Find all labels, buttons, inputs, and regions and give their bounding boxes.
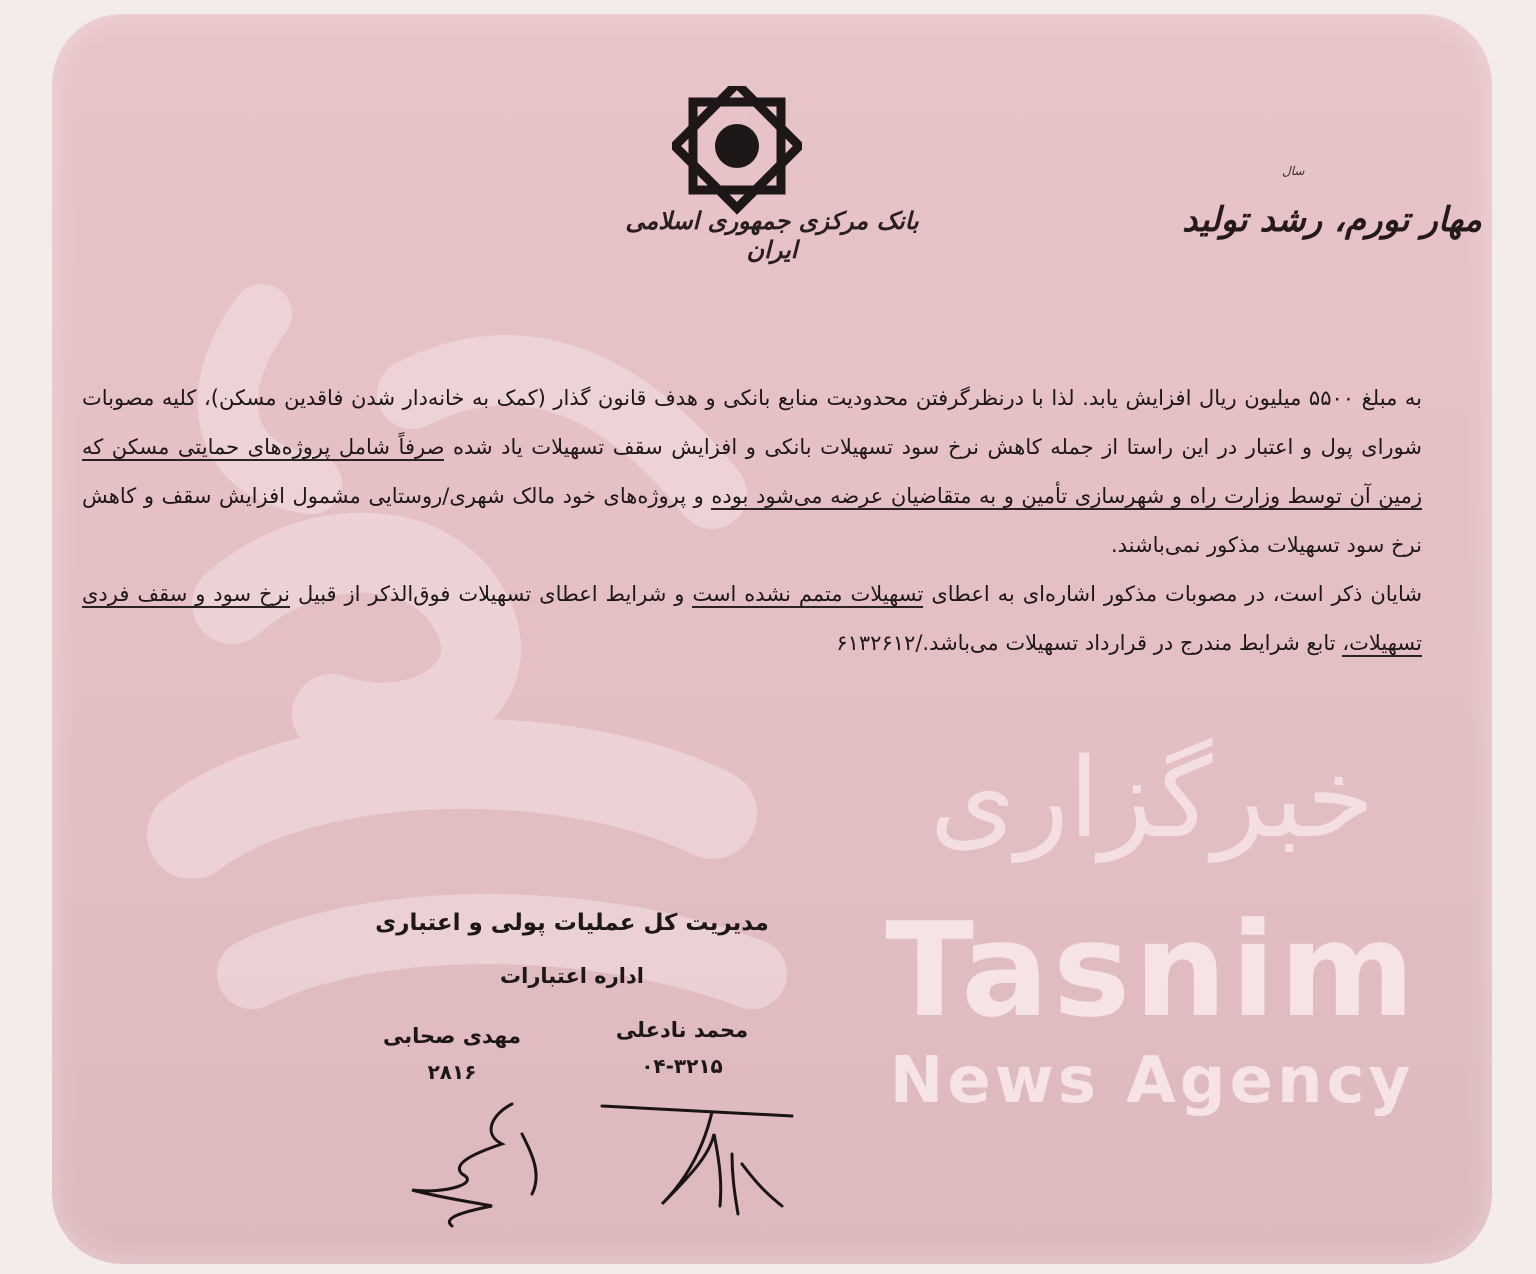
paragraph-2 [82, 570, 1422, 668]
signer-1-name: محمد نادعلی [615, 1018, 749, 1042]
bank-name: بانک مرکزی جمهوری اسلامی ایران [625, 206, 919, 264]
department-title: مدیریت کل عملیات پولی و اعتباری [375, 910, 769, 936]
year-slogan: مهار تورم، رشد تولید [1182, 200, 1482, 240]
central-bank-logo [672, 86, 802, 216]
signature-1 [592, 1094, 802, 1224]
paragraph-1 [82, 374, 1422, 570]
underlined-phrase: صرفاً شامل پروژه‌های حمایتی مسکن که زمین آن توسط وزارت راه و شهرسازی تأمین و به متقاضیان عرضه می‌شود بوده [82, 435, 1423, 508]
signer-2-name: مهدی صحابی [383, 1024, 521, 1048]
paragraph-2-text-mid: و شرایط اعطای تسهیلات فوق‌الذکر از قبیل [297, 582, 685, 606]
underlined-phrase: نرخ سود و سقف فردی تسهیلات، [82, 582, 1422, 655]
watermark-agency-name: Tasnim [885, 894, 1419, 1046]
underlined-phrase: تسهیلات متمم نشده است [692, 582, 924, 606]
letter-body [82, 374, 1422, 668]
watermark-agency-subtitle: News Agency [889, 1044, 1415, 1118]
paragraph-1-text: به مبلغ ۵۵۰۰ میلیون ریال افزایش یابد. لذا با درنظرگرفتن محدودیت منابع بانکی و هدف قانون گذار (کمک به خانه‌دار شدن فاقدین مسکن)، کلیه مصوبات شورای پول و اعتبار در این راستا از جمله کاهش نرخ سود تسهیلات بانکی و افزایش سقف تسهیلات یاد شده [82, 386, 1422, 459]
paragraph-2-text: شایان ذکر است، در مصوبات مذکور اشاره‌ای به اعطای [931, 582, 1422, 606]
watermark-agency-persian: خبرگزاری [929, 734, 1375, 862]
signer-2-code: ۲۸۱۶ [427, 1060, 477, 1084]
signer-1 [582, 1018, 782, 1078]
slogan-year-label: سال [1282, 164, 1305, 178]
signature-2 [382, 1094, 562, 1234]
signer-2 [352, 1024, 552, 1084]
paragraph-2-text-end: تابع شرایط مندرج در قرارداد تسهیلات می‌باشد./۶۱۳۲۶۱۲ [836, 631, 1336, 655]
office-title: اداره اعتبارات [500, 964, 644, 988]
letter-sheet [52, 14, 1492, 1264]
paragraph-1-text-end: و پروژه‌های خود مالک شهری/روستایی مشمول افزایش سقف و کاهش نرخ سود تسهیلات مذکور نمی‌باشند. [82, 484, 1422, 557]
signer-1-code: ۰۴-۳۲۱۵ [641, 1054, 723, 1078]
